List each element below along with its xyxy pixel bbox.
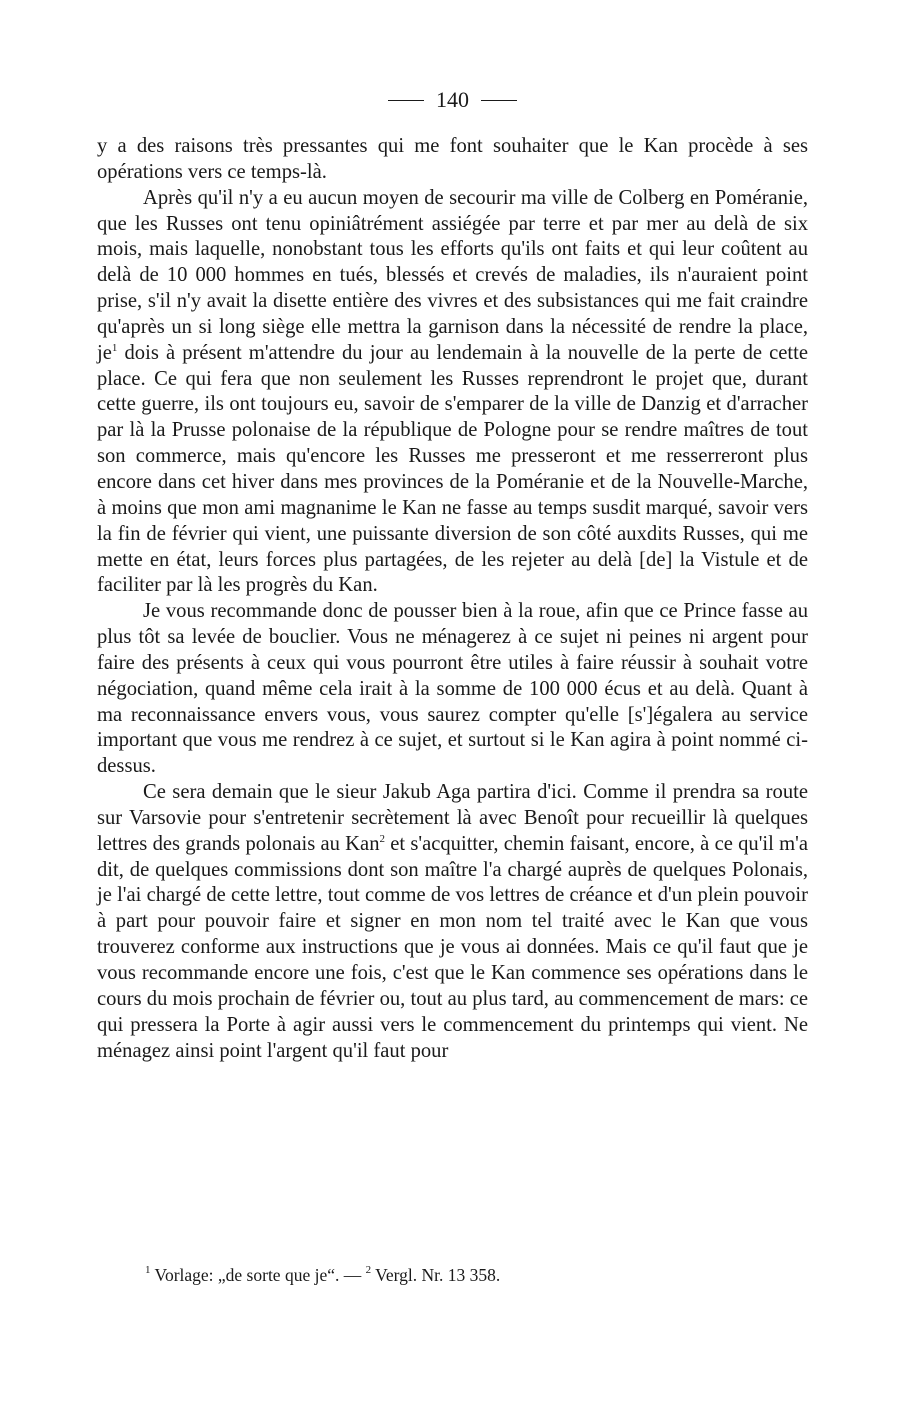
book-page [97,0,808,1404]
footnote-text: Vorlage: „de sorte que je“. — [150,1265,366,1285]
paragraph-text: et s'acquitter, chemin faisant, encore, à ce qu'il m'a dit, de quelques commissions dont son maître l'a chargé auprès de quelques Polonais, je l'ai chargé de cette lettre, tout comme de vos lettres de créance et d'un plein pouvoir à part pour pouvoir faire et signer en mon nom tel traité avec le Kan que vous trouverez conforme aux instructions que je vous ai données. Mais ce qu'il faut que je vous recommande encore une fois, c'est que le Kan commence ses opérations dans le cours du mois prochain de février ou, tout au plus tard, au commencement de mars: ce qui pressera la Porte à agir aussi vers le commencement du printemps qui vient. Ne ménagez ainsi point l'argent qu'il faut pour [97,832,808,1062]
footnote-number: 1 [145,1264,151,1276]
paragraph-colberg [97,186,808,600]
paragraph-text: dois à présent m'attendre du jour au lendemain à la nouvelle de la perte de cette place. Ce qui fera que non seulement les Russes reprendront le projet que, durant cette guerre, ils ont toujours eu, savoir de s'emparer de la ville de Danzig et d'arracher par là la Prusse polonaise de la république de Pologne pour se rendre maîtres de tout son commerce, mais qu'encore les Russes me presseront et me resserreront plus encore dans cet hiver dans mes provinces de la Poméranie et de la Nouvelle-Marche, à moins que mon ami magnanime le Kan ne fasse au temps susdit marqué, savoir vers la fin de février qui vient, une puissante diversion de son côté auxdits Russes, qui me mette en état, leurs forces plus partagées, de les rejeter au delà [de] la Vistule et de faciliter par là les progrès du Kan. [97,341,808,597]
body-text [97,134,808,1064]
paragraph-text: Après qu'il n'y a eu aucun moyen de secourir ma ville de Colberg en Poméranie, que les Russes ont tenu opiniâtrément assiégée par terre et par mer au delà de six mois, mais laquelle, nonobstant tous les efforts qu'ils ont faits et qui leur coûtent au delà de 10 000 hommes en tués, blessés et crevés de maladies, ils n'auraient point prise, s'il n'y avait la disette entière des vivres et des subsistances qui me fait craindre qu'après un si long siège elle mettra la garnison dans la nécessité de rendre la place, je [97,186,808,364]
page-number: 140 [436,87,469,112]
paragraph-jakub-aga [97,780,808,1064]
footnote-text: Vergl. Nr. 13 358. [371,1265,501,1285]
footnote-marker: 1 [111,341,118,354]
footnotes [145,1263,500,1287]
paragraph-text: Ce sera demain que le sieur Jakub Aga partira d'ici. Comme il prendra sa route sur Varsovie pour s'entretenir secrètement là avec Benoît pour recueillir là quelques lettres des grands polonais au Kan [97,781,808,855]
footnote-marker: 2 [379,832,385,845]
header-rule-right [481,100,517,101]
page-header [97,86,808,114]
header-rule-left [388,100,424,101]
paragraph-continuation: y a des raisons très pressantes qui me font souhaiter que le Kan procède à ses opérations vers ce temps-là. [97,135,808,183]
paragraph-recommendation: Je vous recommande donc de pousser bien à la roue, afin que ce Prince fasse au plus tôt sa levée de bouclier. Vous ne ménagerez à ce sujet ni peines ni argent pour faire des présents à ceux qui vous pourront être utiles à faire réussir à souhait votre négociation, quand même cela irait à la somme de 100 000 écus et au delà. Quant à ma reconnaissance envers vous, vous saurez compter qu'elle [s']égalera au service important que vous me rendrez à ce sujet, et surtout si le Kan agira à point nommé ci-dessus. [97,600,808,778]
footnote-number: 2 [365,1264,372,1276]
